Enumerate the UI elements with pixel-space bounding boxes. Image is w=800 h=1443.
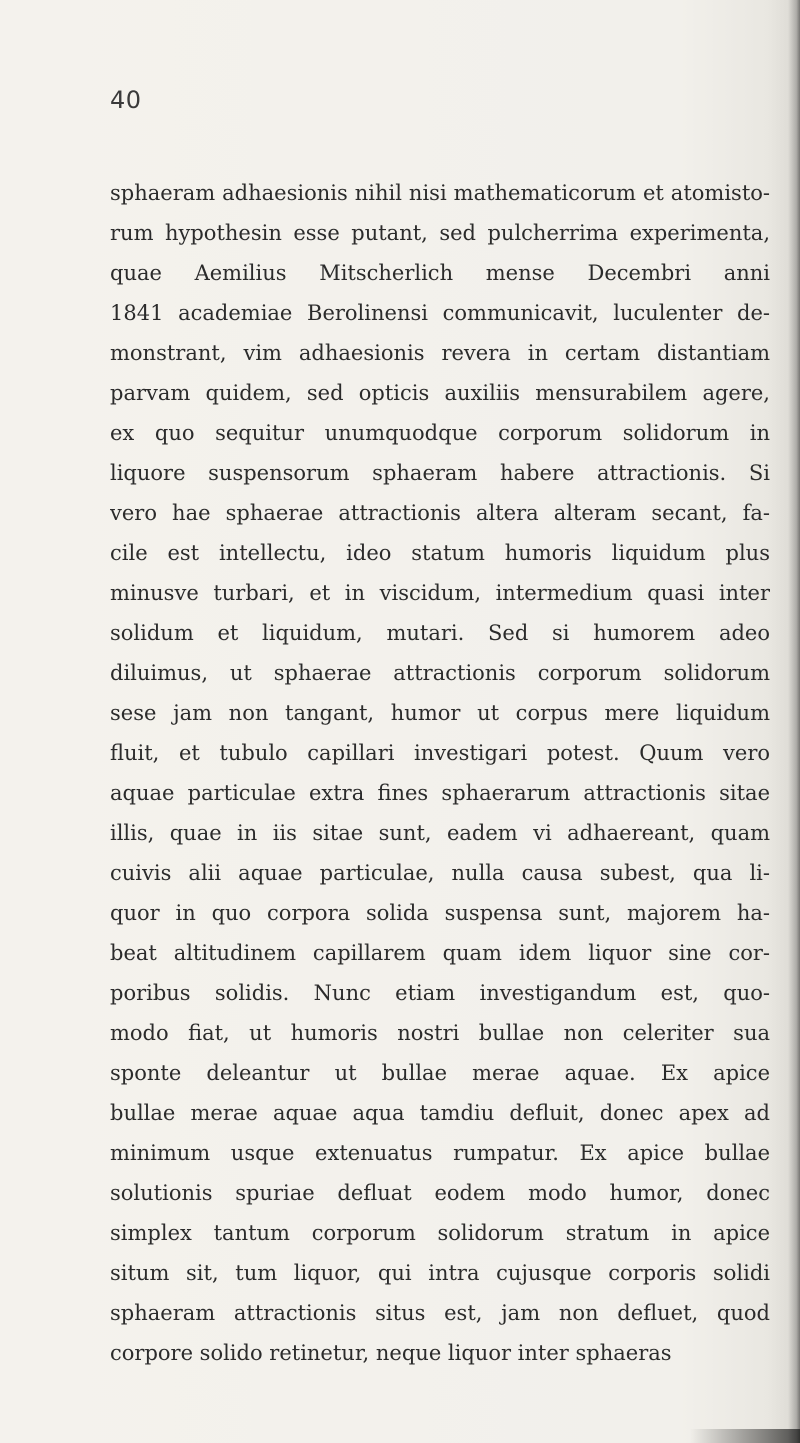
text-line: cuivis alii aquae particulae, nulla causa subest, qua li-	[110, 861, 770, 885]
text-line: quor in quo corpora solida suspensa sunt, majorem ha-	[110, 901, 770, 925]
body-text	[110, 173, 770, 1373]
text-line: bullae merae aquae aqua tamdiu defluit, donec apex ad	[110, 1101, 770, 1125]
text-line: 1841 academiae Berolinensi communicavit, luculenter de-	[110, 301, 770, 325]
text-line: situm sit, tum liquor, qui intra cujusque corporis solidi	[110, 1261, 770, 1285]
text-line: sese jam non tangant, humor ut corpus mere liquidum	[110, 701, 770, 725]
text-line: corpore solido retinetur, neque liquor inter sphaeras	[110, 1341, 672, 1365]
text-line: minimum usque extenuatus rumpatur. Ex apice bullae	[110, 1141, 770, 1165]
text-line: cile est intellectu, ideo statum humoris liquidum plus	[110, 541, 770, 565]
text-line: poribus solidis. Nunc etiam investigandum est, quo-	[110, 981, 770, 1005]
text-line: sponte deleantur ut bullae merae aquae. Ex apice	[110, 1061, 770, 1085]
text-line: aquae particulae extra fines sphaerarum attractionis sitae	[110, 781, 770, 805]
text-line: beat altitudinem capillarem quam idem liquor sine cor-	[110, 941, 770, 965]
page-corner-shadow	[690, 1429, 800, 1443]
text-line: liquore suspensorum sphaeram habere attractionis. Si	[110, 461, 770, 485]
page-number: 40	[110, 86, 142, 114]
text-line: sphaeram attractionis situs est, jam non defluet, quod	[110, 1301, 770, 1325]
text-line: fluit, et tubulo capillari investigari potest. Quum vero	[110, 741, 770, 765]
text-line: diluimus, ut sphaerae attractionis corporum solidorum	[110, 661, 770, 685]
text-line: illis, quae in iis sitae sunt, eadem vi adhaereant, quam	[110, 821, 770, 845]
text-line: minusve turbari, et in viscidum, intermedium quasi inter	[110, 581, 770, 605]
text-line: ex quo sequitur unumquodque corporum solidorum in	[110, 421, 770, 445]
text-line: modo fiat, ut humoris nostri bullae non celeriter sua	[110, 1021, 770, 1045]
text-line: vero hae sphaerae attractionis altera alteram secant, fa-	[110, 501, 770, 525]
text-line: rum hypothesin esse putant, sed pulcherrima experimenta,	[110, 221, 770, 245]
text-line: sphaeram adhaesionis nihil nisi mathematicorum et atomisto-	[110, 181, 770, 205]
text-line: monstrant, vim adhaesionis revera in certam distantiam	[110, 341, 770, 365]
text-line: quae Aemilius Mitscherlich mense Decembri anni	[110, 261, 770, 285]
text-line: parvam quidem, sed opticis auxiliis mensurabilem agere,	[110, 381, 770, 405]
text-line: simplex tantum corporum solidorum stratum in apice	[110, 1221, 770, 1245]
text-line: solutionis spuriae defluat eodem modo humor, donec	[110, 1181, 770, 1205]
page-edge-shadow	[788, 0, 800, 1443]
text-line: solidum et liquidum, mutari. Sed si humorem adeo	[110, 621, 770, 645]
